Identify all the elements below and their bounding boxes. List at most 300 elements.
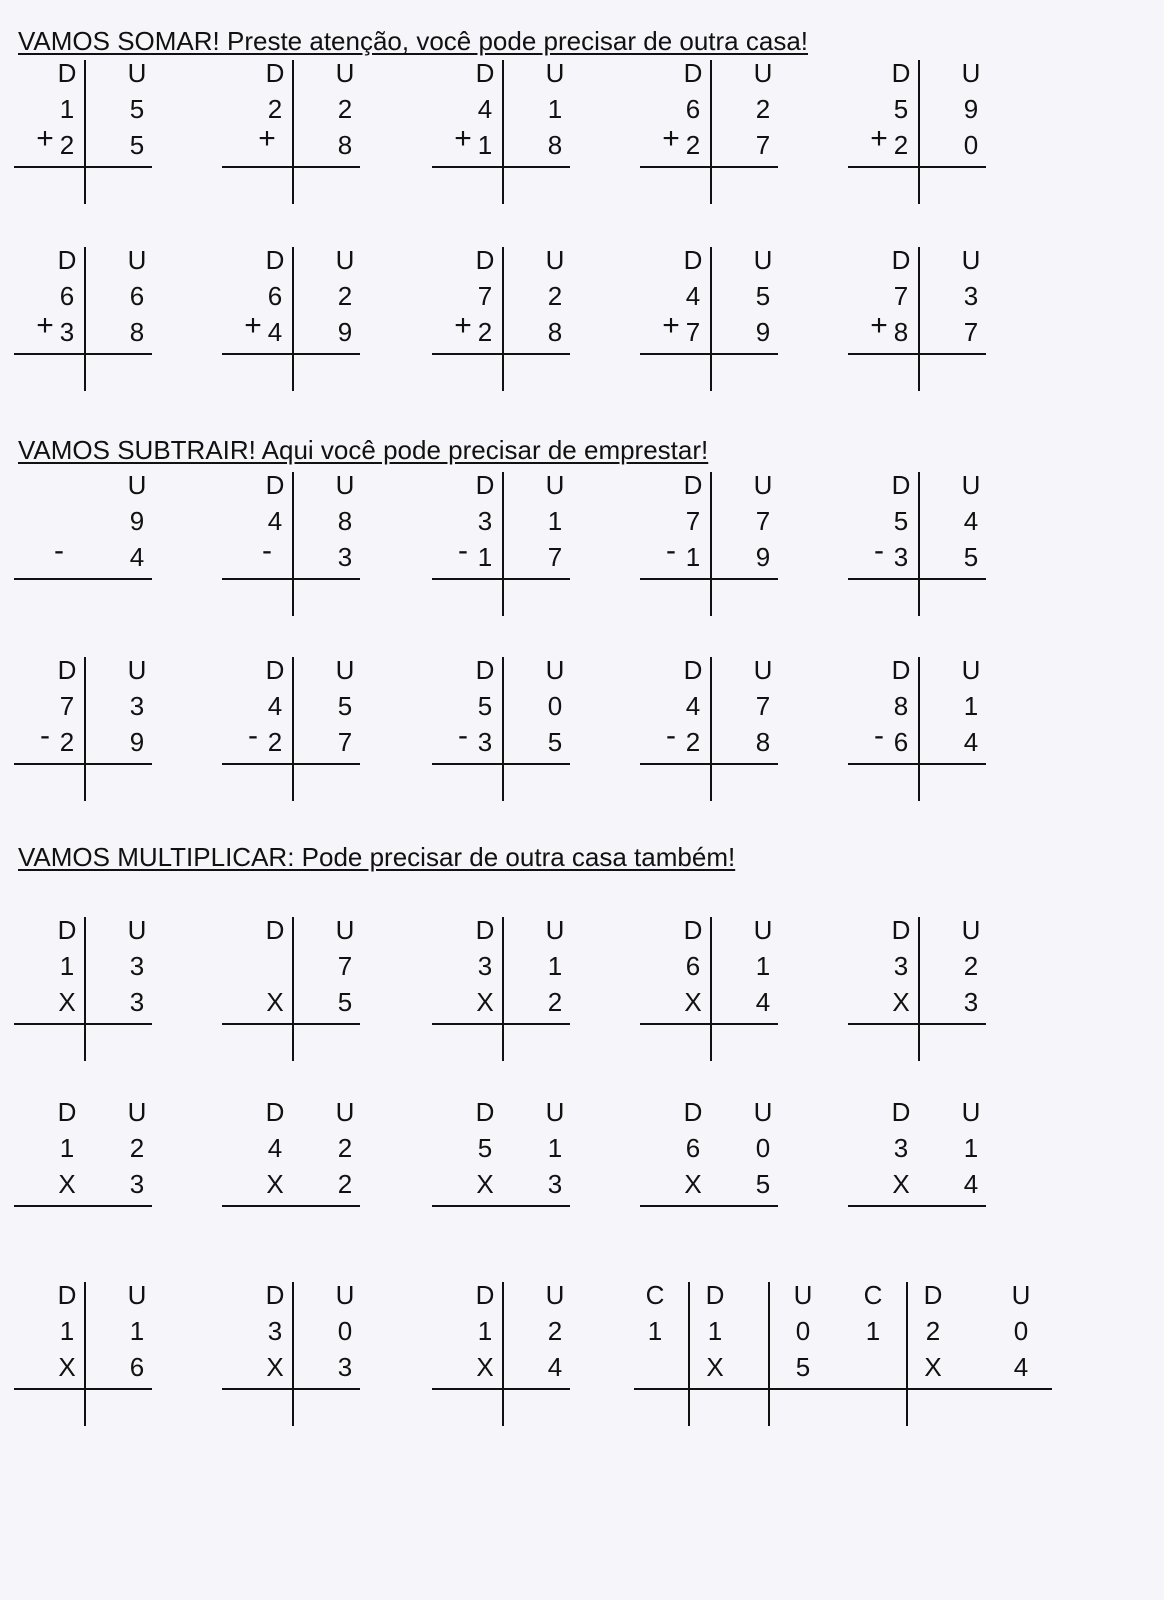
digit-cell: 3: [129, 691, 145, 721]
digit-cell: X: [266, 1352, 284, 1382]
digit-cell: 1: [547, 506, 563, 536]
digit-cell: 8: [547, 130, 563, 160]
operator-sign: +: [454, 122, 472, 155]
answer-line: [222, 578, 360, 580]
digit-cell: 4: [963, 1169, 979, 1199]
answer-line: [634, 1388, 864, 1390]
operator-sign: +: [870, 122, 888, 155]
heading-multiplication: VAMOS MULTIPLICAR: Pode precisar de outra casa também!: [18, 842, 736, 872]
column-header-d: D: [475, 915, 495, 945]
column-header-d: D: [57, 1097, 77, 1127]
digit-cell: 8: [893, 317, 909, 347]
answer-line: [640, 1205, 778, 1207]
column-header-u: U: [335, 915, 355, 945]
digit-cell: 8: [337, 506, 353, 536]
column-header-d: D: [57, 245, 77, 275]
operator-sign: +: [244, 309, 262, 342]
column-header-d: D: [891, 915, 911, 945]
column-header-u: U: [127, 58, 147, 88]
column-header-u: U: [127, 1097, 147, 1127]
digit-cell: X: [58, 987, 76, 1017]
digit-cell: 5: [129, 130, 145, 160]
answer-line: [222, 166, 360, 168]
operator-sign: -: [666, 719, 676, 752]
column-divider: [906, 1282, 908, 1426]
column-divider: [502, 60, 504, 204]
digit-cell: 6: [267, 281, 283, 311]
digit-cell: 9: [755, 317, 771, 347]
digit-cell: 2: [547, 1316, 563, 1346]
column-divider: [710, 657, 712, 801]
problem-card: [432, 58, 572, 208]
problem-card: [432, 1280, 572, 1430]
digit-cell: 5: [755, 281, 771, 311]
problem-card: [14, 245, 154, 395]
operator-sign: +: [870, 309, 888, 342]
column-header-u: U: [961, 655, 981, 685]
digit-cell: 4: [685, 281, 701, 311]
column-header: U: [1011, 1280, 1031, 1310]
digit-cell: 1: [865, 1316, 881, 1346]
column-divider: [918, 917, 920, 1061]
column-header-d: D: [475, 655, 495, 685]
answer-line: [432, 166, 570, 168]
digit-cell: 4: [477, 94, 493, 124]
digit-cell: 8: [337, 130, 353, 160]
answer-line: [848, 353, 986, 355]
operator-sign: -: [874, 719, 884, 752]
column-divider: [918, 247, 920, 391]
column-divider: [768, 1282, 770, 1426]
heading-addition: VAMOS SOMAR! Preste atenção, você pode precisar de outra casa!: [18, 26, 809, 56]
digit-cell: 1: [647, 1316, 663, 1346]
digit-cell: X: [266, 987, 284, 1017]
column-header-u: U: [961, 915, 981, 945]
answer-line: [14, 1205, 152, 1207]
problem-card: [432, 245, 572, 395]
column-header-d: D: [265, 470, 285, 500]
digit-cell: 2: [685, 130, 701, 160]
digit-cell: 4: [685, 691, 701, 721]
column-header-d: D: [475, 245, 495, 275]
digit-cell: 4: [547, 1352, 563, 1382]
digit-cell: 5: [337, 691, 353, 721]
digit-cell: 4: [129, 542, 145, 572]
column-header: D: [705, 1280, 725, 1310]
digit-cell: 1: [59, 1133, 75, 1163]
digit-cell: 8: [129, 317, 145, 347]
answer-line: [432, 763, 570, 765]
operator-sign: -: [458, 534, 468, 567]
heading-subtraction: VAMOS SUBTRAIR! Aqui você pode precisar de emprestar!: [18, 435, 709, 465]
answer-line: [222, 1023, 360, 1025]
digit-cell: 4: [755, 987, 771, 1017]
operator-sign: +: [454, 309, 472, 342]
digit-cell: 5: [477, 691, 493, 721]
digit-cell: 4: [267, 691, 283, 721]
column-header-d: D: [683, 915, 703, 945]
column-header-u: U: [753, 1097, 773, 1127]
digit-cell: 7: [337, 727, 353, 757]
answer-line: [14, 763, 152, 765]
digit-cell: 1: [547, 94, 563, 124]
digit-cell: 7: [755, 691, 771, 721]
column-header-d: D: [891, 245, 911, 275]
answer-line: [848, 1023, 986, 1025]
column-header-u: U: [335, 245, 355, 275]
column-header-u: U: [335, 1097, 355, 1127]
digit-cell: 2: [337, 94, 353, 124]
digit-cell: 9: [755, 542, 771, 572]
column-divider: [710, 917, 712, 1061]
answer-line: [222, 763, 360, 765]
digit-cell: 2: [337, 1133, 353, 1163]
digit-cell: X: [476, 1352, 494, 1382]
column-header-u: U: [961, 245, 981, 275]
digit-cell: 3: [129, 1169, 145, 1199]
column-header-d: D: [683, 245, 703, 275]
column-header-d: D: [683, 58, 703, 88]
column-header-d: D: [891, 1097, 911, 1127]
digit-cell: 1: [963, 691, 979, 721]
digit-cell: X: [684, 1169, 702, 1199]
digit-cell: 8: [547, 317, 563, 347]
digit-cell: X: [924, 1352, 942, 1382]
digit-cell: 5: [129, 94, 145, 124]
problem-card: [14, 58, 154, 208]
problem-card: [432, 915, 572, 1065]
digit-cell: 6: [685, 1133, 701, 1163]
answer-line: [14, 578, 152, 580]
problem-card-wide: [640, 1280, 840, 1430]
column-divider: [84, 657, 86, 801]
digit-cell: 4: [267, 506, 283, 536]
digit-cell: 2: [129, 1133, 145, 1163]
digit-cell: 2: [963, 951, 979, 981]
problem-card: [222, 245, 362, 395]
column-header-u: U: [545, 1097, 565, 1127]
column-header-d: D: [57, 58, 77, 88]
operator-sign: +: [36, 309, 54, 342]
answer-line: [222, 1205, 360, 1207]
problem-card-wide: [858, 1280, 1058, 1430]
digit-cell: 3: [129, 987, 145, 1017]
column-divider: [292, 917, 294, 1061]
column-header-u: U: [545, 655, 565, 685]
answer-line: [848, 763, 986, 765]
digit-cell: 1: [755, 951, 771, 981]
problem-card: [432, 1097, 572, 1247]
digit-cell: X: [892, 987, 910, 1017]
column-divider: [710, 60, 712, 204]
digit-cell: X: [58, 1169, 76, 1199]
digit-cell: 8: [893, 691, 909, 721]
answer-line: [432, 1388, 570, 1390]
problem-card: [848, 915, 988, 1065]
digit-cell: 5: [755, 1169, 771, 1199]
digit-cell: 3: [477, 506, 493, 536]
problem-card: [222, 58, 362, 208]
digit-cell: 0: [1013, 1316, 1029, 1346]
answer-line: [640, 763, 778, 765]
problem-card: [848, 1097, 988, 1247]
column-header-u: U: [127, 470, 147, 500]
operator-sign: -: [874, 534, 884, 567]
column-header-d: D: [265, 1280, 285, 1310]
digit-cell: 8: [755, 727, 771, 757]
problem-card: [848, 655, 988, 805]
digit-cell: 0: [963, 130, 979, 160]
digit-cell: 6: [59, 281, 75, 311]
column-header-u: U: [335, 655, 355, 685]
answer-line: [432, 353, 570, 355]
digit-cell: 2: [267, 94, 283, 124]
digit-cell: 2: [337, 281, 353, 311]
column-header-d: D: [891, 655, 911, 685]
digit-cell: 1: [477, 542, 493, 572]
digit-cell: X: [476, 987, 494, 1017]
digit-cell: 9: [963, 94, 979, 124]
digit-cell: 1: [685, 542, 701, 572]
digit-cell: 7: [755, 506, 771, 536]
digit-cell: 0: [755, 1133, 771, 1163]
digit-cell: 3: [337, 542, 353, 572]
problem-card: [640, 58, 780, 208]
digit-cell: 7: [893, 281, 909, 311]
column-divider: [688, 1282, 690, 1426]
column-header-u: U: [961, 58, 981, 88]
column-divider: [502, 247, 504, 391]
column-header-d: D: [683, 470, 703, 500]
column-header-u: U: [127, 915, 147, 945]
column-header-u: U: [127, 655, 147, 685]
digit-cell: 0: [337, 1316, 353, 1346]
answer-line: [640, 1023, 778, 1025]
digit-cell: 2: [267, 727, 283, 757]
answer-line: [222, 1388, 360, 1390]
digit-cell: 7: [547, 542, 563, 572]
column-header-d: D: [683, 1097, 703, 1127]
digit-cell: 2: [755, 94, 771, 124]
answer-line: [640, 353, 778, 355]
digit-cell: 7: [685, 506, 701, 536]
column-header-d: D: [265, 915, 285, 945]
problem-card: [640, 915, 780, 1065]
column-divider: [710, 247, 712, 391]
column-header: C: [863, 1280, 883, 1310]
answer-line: [848, 578, 986, 580]
column-header-u: U: [545, 245, 565, 275]
answer-line: [432, 578, 570, 580]
column-divider: [292, 657, 294, 801]
digit-cell: 9: [129, 727, 145, 757]
answer-line: [640, 166, 778, 168]
column-header-d: D: [683, 655, 703, 685]
digit-cell: 3: [337, 1352, 353, 1382]
digit-cell: 4: [1013, 1352, 1029, 1382]
digit-cell: 9: [129, 506, 145, 536]
answer-line: [14, 166, 152, 168]
column-header-u: U: [335, 58, 355, 88]
digit-cell: 4: [267, 1133, 283, 1163]
column-header-u: U: [961, 470, 981, 500]
problem-card: [222, 915, 362, 1065]
column-divider: [918, 60, 920, 204]
column-header-d: D: [57, 915, 77, 945]
column-header-d: D: [265, 245, 285, 275]
column-header-d: D: [57, 655, 77, 685]
operator-sign: -: [458, 719, 468, 752]
column-header-u: U: [545, 915, 565, 945]
digit-cell: X: [476, 1169, 494, 1199]
digit-cell: 7: [337, 951, 353, 981]
column-header-d: D: [57, 1280, 77, 1310]
column-header: D: [923, 1280, 943, 1310]
digit-cell: X: [892, 1169, 910, 1199]
answer-line: [14, 1023, 152, 1025]
digit-cell: 3: [893, 542, 909, 572]
operator-sign: -: [40, 719, 50, 752]
column-divider: [502, 657, 504, 801]
column-header-d: D: [265, 1097, 285, 1127]
column-header-u: U: [335, 1280, 355, 1310]
digit-cell: 7: [59, 691, 75, 721]
operator-sign: +: [36, 122, 54, 155]
column-divider: [292, 247, 294, 391]
digit-cell: 2: [59, 130, 75, 160]
column-divider: [84, 917, 86, 1061]
digit-cell: 4: [963, 727, 979, 757]
digit-cell: 0: [795, 1316, 811, 1346]
digit-cell: 1: [547, 1133, 563, 1163]
column-header-d: D: [265, 58, 285, 88]
digit-cell: 6: [129, 281, 145, 311]
column-divider: [292, 1282, 294, 1426]
problem-card: [222, 655, 362, 805]
operator-sign: +: [258, 122, 276, 155]
digit-cell: 1: [547, 951, 563, 981]
problem-card: [14, 915, 154, 1065]
digit-cell: 2: [925, 1316, 941, 1346]
digit-cell: 5: [795, 1352, 811, 1382]
digit-cell: 3: [129, 951, 145, 981]
digit-cell: 6: [685, 94, 701, 124]
column-header-d: D: [891, 470, 911, 500]
answer-line: [432, 1205, 570, 1207]
digit-cell: 3: [547, 1169, 563, 1199]
digit-cell: 2: [685, 727, 701, 757]
problem-card: [432, 655, 572, 805]
digit-cell: 1: [129, 1316, 145, 1346]
digit-cell: 4: [963, 506, 979, 536]
column-header-u: U: [753, 245, 773, 275]
problem-card: [222, 1280, 362, 1430]
column-header-u: U: [753, 470, 773, 500]
digit-cell: 1: [477, 1316, 493, 1346]
column-header-u: U: [127, 245, 147, 275]
operator-sign: +: [662, 122, 680, 155]
problem-card: [640, 245, 780, 395]
digit-cell: 5: [547, 727, 563, 757]
digit-cell: 3: [963, 281, 979, 311]
digit-cell: 3: [59, 317, 75, 347]
column-header-u: U: [545, 470, 565, 500]
digit-cell: 3: [893, 1133, 909, 1163]
digit-cell: 7: [755, 130, 771, 160]
answer-line: [432, 1023, 570, 1025]
column-divider: [502, 1282, 504, 1426]
digit-cell: 5: [477, 1133, 493, 1163]
digit-cell: 5: [337, 987, 353, 1017]
digit-cell: X: [58, 1352, 76, 1382]
operator-sign: -: [262, 534, 272, 567]
answer-line: [14, 1388, 152, 1390]
column-header-u: U: [335, 470, 355, 500]
problem-card: [640, 470, 780, 620]
digit-cell: 2: [477, 317, 493, 347]
column-header-u: U: [753, 58, 773, 88]
digit-cell: 6: [129, 1352, 145, 1382]
problem-card: [432, 470, 572, 620]
digit-cell: 1: [59, 94, 75, 124]
digit-cell: 2: [547, 987, 563, 1017]
column-header-d: D: [475, 1280, 495, 1310]
column-header: C: [645, 1280, 665, 1310]
column-header-u: U: [127, 1280, 147, 1310]
problem-card: [640, 1097, 780, 1247]
digit-cell: X: [684, 987, 702, 1017]
answer-line: [640, 578, 778, 580]
column-header-d: D: [475, 1097, 495, 1127]
problem-card: [14, 1097, 154, 1247]
problem-card: [848, 470, 988, 620]
column-divider: [918, 657, 920, 801]
operator-sign: +: [662, 309, 680, 342]
digit-cell: 0: [547, 691, 563, 721]
digit-cell: 3: [267, 1316, 283, 1346]
column-divider: [292, 472, 294, 616]
digit-cell: 3: [893, 951, 909, 981]
operator-sign: -: [248, 719, 258, 752]
digit-cell: 1: [59, 1316, 75, 1346]
column-header-d: D: [265, 655, 285, 685]
digit-cell: 1: [707, 1316, 723, 1346]
column-divider: [84, 1282, 86, 1426]
problem-card: [640, 655, 780, 805]
digit-cell: 6: [893, 727, 909, 757]
digit-cell: 3: [963, 987, 979, 1017]
digit-cell: 1: [963, 1133, 979, 1163]
column-divider: [918, 472, 920, 616]
digit-cell: 1: [477, 130, 493, 160]
digit-cell: 5: [893, 94, 909, 124]
answer-line: [848, 1205, 986, 1207]
problem-card: [14, 1280, 154, 1430]
answer-line: [852, 1388, 1052, 1390]
column-header-u: U: [753, 915, 773, 945]
digit-cell: 5: [963, 542, 979, 572]
digit-cell: 2: [547, 281, 563, 311]
column-header-u: U: [753, 655, 773, 685]
column-divider: [84, 60, 86, 204]
answer-line: [222, 353, 360, 355]
digit-cell: X: [266, 1169, 284, 1199]
column-divider: [710, 472, 712, 616]
digit-cell: 5: [893, 506, 909, 536]
digit-cell: X: [706, 1352, 724, 1382]
problem-card: [14, 470, 154, 620]
digit-cell: 3: [477, 727, 493, 757]
